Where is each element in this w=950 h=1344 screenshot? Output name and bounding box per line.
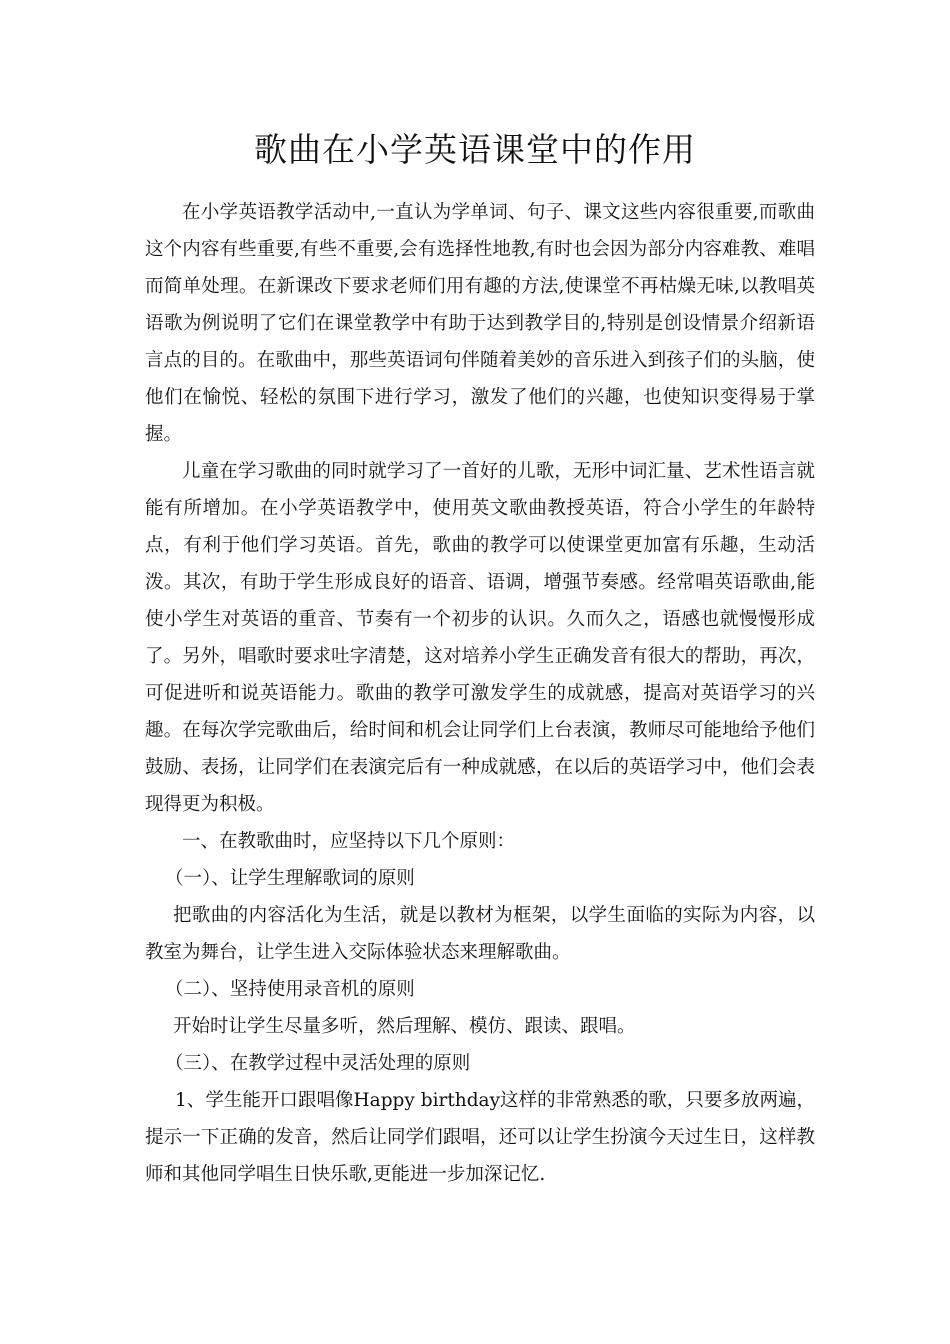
subheading-flexible-handling: （三）、在教学过程中灵活处理的原则 (165, 1053, 471, 1074)
subheading-tape-recorder: （二）、坚持使用录音机的原则 (165, 979, 415, 1000)
document-body (145, 194, 815, 1193)
paragraph-tape-recorder: 开始时让学生尽量多听，然后理解、模仿、跟读、跟唱。 (173, 1016, 636, 1037)
subheading-understand-lyrics: （一）、让学生理解歌词的原则 (165, 868, 415, 889)
section-heading-principles: 一、在教歌曲时，应坚持以下几个原则： (182, 831, 516, 852)
page-title: 歌曲在小学英语课堂中的作用 (254, 130, 696, 169)
paragraph-benefits: 儿童在学习歌曲的同时就学习了一首好的儿歌，无形中词汇量、艺术性语言就能有所增加。在小学英语教学中，使用英文歌曲教授英语，符合小学生的年龄特点，有利于他们学习英语。首先，歌曲的教学可以使课堂更加富有乐趣，生动活泼。其次，有助于学生形成良好的语音、语调，增强节奏感。经常唱英语歌曲,能使小学生对英语的重音、节奏有一个初步的认识。久而久之，语感也就慢慢形成了。另外，唱歌时要求吐字清楚，这对培养小学生正确发音有很大的帮助，再次，可促进听和说英语能力。歌曲的教学可激发学生的成就感，提高对英语学习的兴趣。在每次学完歌曲后，给时间和机会让同学们上台表演，教师尽可能地给予他们鼓励、表扬，让同学们在表演完后有一种成就感，在以后的英语学习中，他们会表现得更为积极。 (145, 461, 815, 815)
paragraph-flexible-handling: 1、学生能开口跟唱像Happy birthday这样的非常熟悉的歌，只要多放两遍，提示一下正确的发音，然后让同学们跟唱，还可以让学生扮演今天过生日，这样教师和其他同学唱生日快乐歌,更能进一步加深记忆. (145, 1090, 815, 1185)
paragraph-intro: 在小学英语教学活动中,一直认为学单词、句子、课文这些内容很重要,而歌曲这个内容有些重要,有些不重要,会有选择性地教,有时也会因为部分内容难教、难唱而简单处理。在新课改下要求老师们用有趣的方法,使课堂不再枯燥无味,以教唱英语歌为例说明了它们在课堂教学中有助于达到教学目的,特别是创设情景介绍新语言点的目的。在歌曲中，那些英语词句伴随着美妙的音乐进入到孩子们的头脑，使他们在愉悦、轻松的氛围下进行学习，激发了他们的兴趣，也使知识变得易于掌握。 (145, 202, 815, 445)
paragraph-understand-lyrics: 把歌曲的内容活化为生活，就是以教材为框架，以学生面临的实际为内容，以教室为舞台，让学生进入交际体验状态来理解歌曲。 (145, 905, 815, 963)
